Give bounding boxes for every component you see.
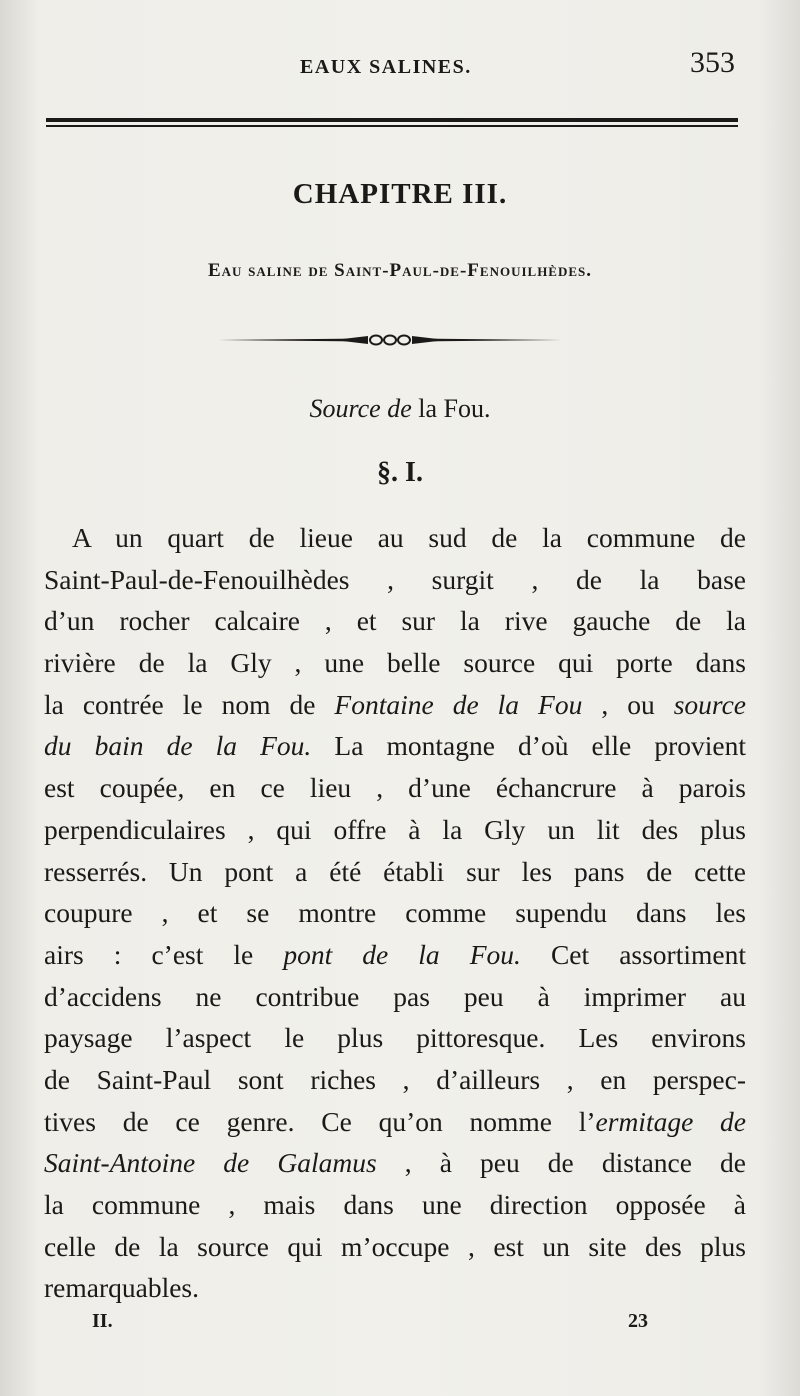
- chapter-subtitle: Eau saline de Saint-Paul-de-Fenouilhèdes.: [207, 260, 593, 281]
- text-run: tives de ce genre. Ce qu’on nomme l’: [44, 1105, 596, 1137]
- text-run: d’accidens ne contribue pas peu à imprimer au: [44, 980, 746, 1012]
- text-run: Cet assortiment: [520, 938, 746, 970]
- text-run: d’un rocher calcaire , et sur la rive gauche de la: [44, 605, 746, 637]
- text-run: de Saint-Paul sont riches , d’ailleurs , en perspec-: [44, 1063, 746, 1095]
- italic-run: Saint-Antoine de Galamus: [44, 1147, 377, 1179]
- text-run: la contrée le nom de: [44, 688, 335, 720]
- section-heading-roman: la Fou.: [418, 394, 491, 423]
- text-line: [44, 1101, 746, 1143]
- text-line: [44, 851, 746, 893]
- text-run: celle de la source qui m’occupe , est un site des plus: [44, 1230, 746, 1262]
- text-run: rivière de la Gly , une belle source qui porte dans: [44, 647, 746, 679]
- text-line: [44, 1184, 746, 1226]
- text-line: [44, 1267, 746, 1309]
- text-line: [44, 767, 746, 809]
- text-line: [44, 809, 746, 851]
- chapter-title: CHAPITRE III.: [292, 178, 508, 210]
- page-footer: [0, 1310, 800, 1340]
- italic-run: source: [673, 688, 746, 720]
- text-line: [44, 642, 746, 684]
- text-line: [44, 1017, 746, 1059]
- text-line: [44, 559, 746, 601]
- text-run: paysage l’aspect le plus pittoresque. Les environs: [44, 1022, 746, 1054]
- text-line: [44, 517, 746, 559]
- rule-thin: [46, 125, 738, 127]
- text-run: perpendiculaires , qui offre à la Gly un lit des plus: [44, 813, 746, 845]
- text-run: est coupée, en ce lieu , d’une échancrure à parois: [44, 772, 746, 804]
- text-run: coupure , et se montre comme supendu dans les: [44, 897, 746, 929]
- text-run: , ou: [582, 688, 674, 720]
- text-run: remarquables.: [44, 1272, 199, 1304]
- italic-run: ermitage de: [595, 1105, 746, 1137]
- running-head: [0, 46, 800, 86]
- rule-thick: [46, 118, 738, 122]
- text-run: , à peu de distance de: [376, 1147, 746, 1179]
- text-line: [44, 725, 746, 767]
- text-line: [44, 600, 746, 642]
- text-line: [44, 1059, 746, 1101]
- italic-run: du bain de la Fou.: [44, 730, 312, 762]
- section-heading: [0, 394, 800, 424]
- page-number: 353: [690, 46, 735, 79]
- body-paragraph: [44, 517, 746, 1309]
- text-run: Saint-Paul-de-Fenouilhèdes , surgit , de la base: [44, 563, 746, 595]
- folio-number: 23: [628, 1310, 648, 1332]
- text-line: [44, 976, 746, 1018]
- text-line: [44, 1226, 746, 1268]
- section-heading-italic: Source de: [309, 394, 412, 423]
- header-double-rule: [46, 118, 738, 128]
- text-line: [44, 1142, 746, 1184]
- text-run: A un quart de lieue au sud de la commune de: [72, 522, 746, 553]
- signature-mark: II.: [92, 1310, 113, 1332]
- text-line: [44, 684, 746, 726]
- running-title: EAUX SALINES.: [300, 56, 472, 78]
- text-line: [44, 934, 746, 976]
- text-run: resserrés. Un pont a été établi sur les pans de cette: [44, 855, 746, 887]
- text-run: airs : c’est le: [44, 938, 284, 970]
- italic-run: pont de la Fou.: [283, 938, 521, 970]
- italic-run: Fontaine de la Fou: [334, 688, 583, 720]
- section-number: §. I.: [377, 457, 423, 488]
- ornamental-divider: [216, 332, 564, 348]
- text-run: La montagne d’où elle provient: [311, 730, 746, 762]
- text-line: [44, 892, 746, 934]
- text-run: la commune , mais dans une direction opposée à: [44, 1189, 746, 1220]
